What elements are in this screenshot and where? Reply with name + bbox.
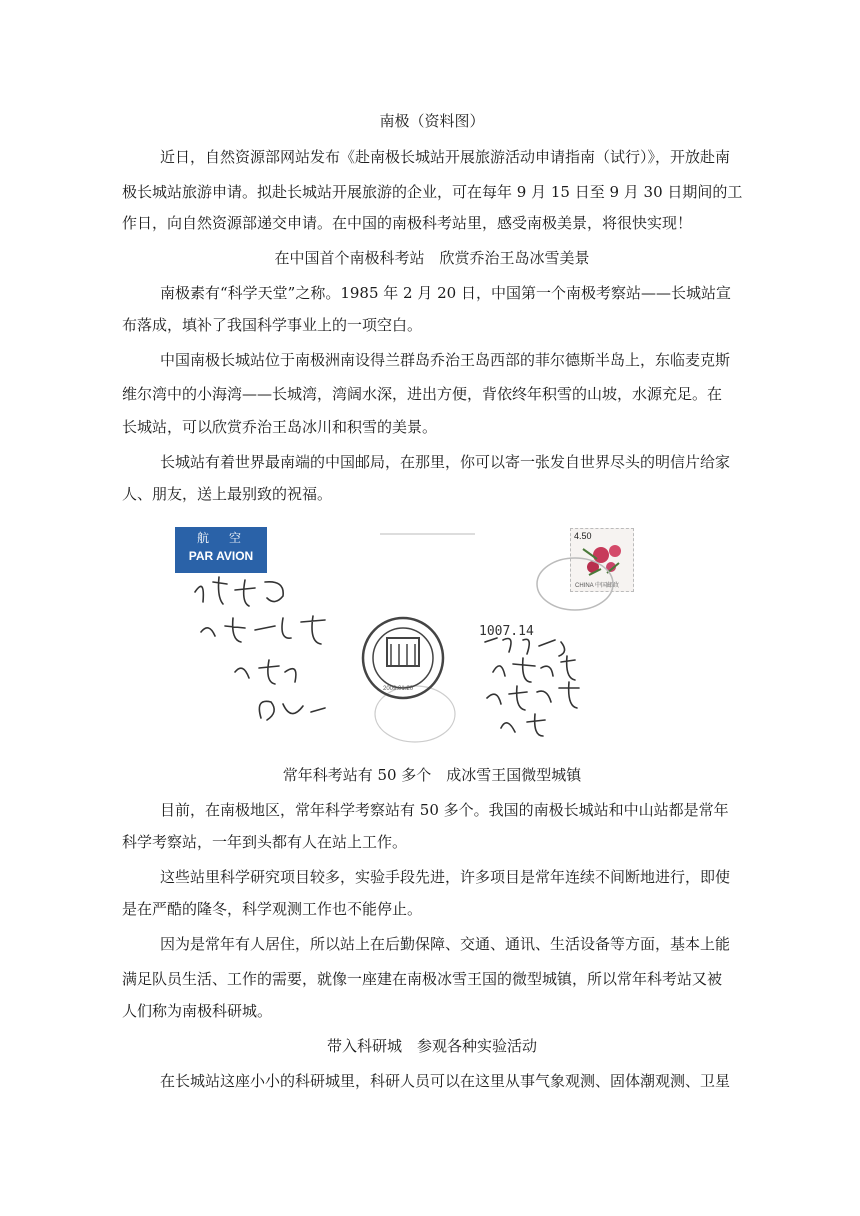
paragraph-line: 这些站里科学研究项目较多，实验手段先进，许多项目是常年连续不间断地进行，即使 xyxy=(160,868,731,886)
paragraph-line: 布落成，填补了我国科学事业上的一项空白。 xyxy=(122,316,423,334)
postmark-date: 2009.01.20 xyxy=(383,686,414,692)
airmail-label-cn: 航 空 xyxy=(196,531,245,545)
paragraph-line: 在长城站这座小小的科研城里，科研人员可以在这里从事气象观测、固体潮观测、卫星 xyxy=(160,1072,731,1090)
airmail-label-en: PAR AVION xyxy=(188,549,254,563)
section-heading-2: 常年科考站有 50 多个 成冰雪王国微型城镇 xyxy=(282,766,582,784)
paragraph-line: 长城站，可以欣赏乔治王岛冰川和积雪的美景。 xyxy=(122,418,438,436)
paragraph-line: 是在严酷的隆冬，科学观测工作也不能停止。 xyxy=(122,900,423,918)
paragraph-line: 科学考察站，一年到头都有人在站上工作。 xyxy=(122,833,408,851)
paragraph-line: 满足队员生活、工作的需要，就像一座建在南极冰雪王国的微型城镇，所以常年科考站又被 xyxy=(122,970,723,988)
stamp-country: CHINA 中国邮政 xyxy=(575,583,620,589)
intro-line-1: 近日，自然资源部网站发布《赴南极长城站开展旅游活动申请指南（试行）》，开放赴南 xyxy=(160,148,731,166)
image-caption: 南极（资料图） xyxy=(379,112,485,130)
paragraph-line: 中国南极长城站位于南极洲南设得兰群岛乔治王岛西部的菲尔德斯半岛上，东临麦克斯 xyxy=(160,351,731,369)
paragraph-line: 维尔湾中的小海湾——长城湾，湾阔水深，进出方便，背依终年积雪的山坡，水源充足。在 xyxy=(122,385,723,403)
envelope-image xyxy=(175,522,695,748)
paragraph-line: 人们称为南极科研城。 xyxy=(122,1002,273,1020)
intro-line-2: 极长城站旅游申请。拟赴长城站开展旅游的企业，可在每年 9 月 15 日至 9 月 30 日期间的工 xyxy=(122,183,743,201)
paragraph-line: 目前，在南极地区，常年科学考察站有 50 多个。我国的南极长城站和中山站都是常年 xyxy=(160,801,729,819)
stamp-value: 4.50 xyxy=(574,531,592,541)
paragraph-line: 因为是常年有人居住，所以站上在后勤保障、交通、通讯、生活设备等方面，基本上能 xyxy=(160,935,731,953)
intro-line-3: 作日，向自然资源部递交申请。在中国的南极科考站里，感受南极美景，将很快实现！ xyxy=(122,214,693,232)
paragraph-line: 人、朋友，送上最别致的祝福。 xyxy=(122,485,333,503)
paragraph-line: 南极素有“科学天堂”之称。1985 年 2 月 20 日，中国第一个南极考察站——长城站宣 xyxy=(160,284,731,302)
paragraph-line: 长城站有着世界最南端的中国邮局，在那里，你可以寄一张发自世界尽头的明信片给家 xyxy=(160,453,731,471)
section-heading-1: 在中国首个南极科考站 欣赏乔治王岛冰雪美景 xyxy=(274,249,590,267)
section-heading-3: 带入科研城 参观各种实验活动 xyxy=(326,1037,537,1055)
handwritten-date: 1007.14 xyxy=(479,624,534,639)
envelope-markings xyxy=(175,522,695,748)
